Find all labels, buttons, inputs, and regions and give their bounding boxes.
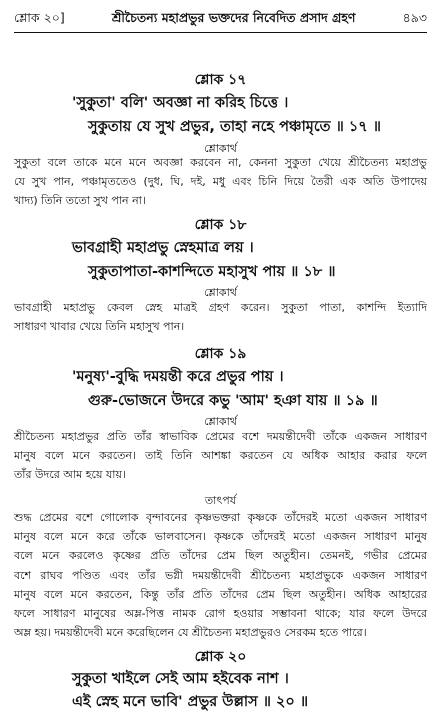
verse-17-translation — [14, 153, 427, 211]
verse-20-heading: শ্লোক ২০ — [194, 649, 247, 665]
verse-19-heading: শ্লোক ১৯ — [194, 346, 247, 362]
page-header — [14, 8, 427, 30]
verse-18-heading: শ্লোক ১৮ — [194, 217, 247, 233]
translation-line: সাধারণ খাবার খেয়ে তিনি মহাসুখ পান। — [14, 320, 185, 334]
verse-19-line-2: গুরু-ভোজনে উদরে কভু 'আম' হঞা যায় ॥ ১৯ ॥ — [88, 393, 378, 409]
purport-line: মানুষ বলে মনে করতেন, কিন্তু তাঁর প্রতি তাঁদের প্রেম ছিল অতুহীন। অধিক আহারের — [14, 587, 427, 601]
verse-18-translation — [14, 298, 427, 336]
purport-line: অম্ল হয়। দময়ন্তীদেবী মনে করেছিলেন যে শ্রীচৈতন্য মহাপ্রভুরও সেরকম হতে পারে। — [14, 626, 367, 640]
purport-line: মানুষ বলে মনে করে তাঁকে ভালবাসেন। কৃষ্ণকে তাঁদেরই মতো একজন সাধারণ মানুষ — [14, 530, 427, 544]
verse-19-translation — [14, 427, 427, 485]
verse-20-line-2: এই স্নেহ মনে ভাবি' প্রভুর উল্লাস ॥ ২০ ॥ — [72, 694, 309, 710]
verse-18-line-2: সুকুতাপাতা-কাশন্দিতে মহাসুখ পায় ॥ ১৮ ॥ — [88, 264, 336, 280]
translation-line: তাঁর উদরে আম হয়ে যায়। — [14, 468, 126, 482]
verse-19-line-1: 'মনুষ্য'-বুদ্ধি দময়ন্তী করে প্রভুর পায় । — [72, 369, 284, 385]
verse-19-translation-heading: শ্লোকার্থ — [204, 415, 237, 428]
verse-17-line-2: সুকুতায় যে সুখ প্রভুর, তাহা নহে পঞ্চামৃতে ॥ ১৭ ॥ — [88, 119, 381, 135]
translation-line: খাদ্য) তিনি ততো সুখ পান না। — [14, 194, 146, 208]
verse-19-purport — [14, 508, 427, 642]
purport-line: শুদ্ধ প্রেমের বশে গোলোক বৃন্দাবনের কৃষ্ণভক্তরা কৃষ্ণকে তাঁদেরই মতো একজন সাধারণ — [14, 511, 427, 524]
header-chapter-title: শ্রীচৈতন্য মহাপ্রভুর ভক্তদের নিবেদিত প্রসাদ গ্রহণ — [111, 10, 356, 25]
verse-18-translation-heading: শ্লোকার্থ — [204, 286, 237, 299]
page-number: ৪৯৩ — [402, 10, 427, 25]
verse-17-translation-heading: শ্লোকার্থ — [204, 142, 237, 155]
purport-line: বলে মনে করলেও কৃষ্ণের প্রতি তাঁদের প্রেম ছিল অতুহীন। তেমনই, গভীর প্রেমের — [14, 549, 427, 563]
translation-line: ভাবগ্রাহী মহাপ্রভু কেবল স্নেহ মাত্রই গ্রহণ করেন। সুকুতা পাতা, কাশন্দি ইত্যাদি — [14, 301, 427, 314]
header-rule — [14, 32, 427, 33]
purport-line: বশে রাঘব পণ্ডিত এবং তাঁর ভগ্নী দময়ন্তীদেবী শ্রীচৈতন্য মহাপ্রভুকে একজন সাধারণ — [14, 568, 427, 582]
translation-line: সুকুতা বলে তাকে মনে মনে অবজ্ঞা করবেন না, কেননা সুকুতা খেয়ে শ্রীচৈতন্য মহাপ্রভু — [14, 156, 427, 169]
translation-line: শ্রীচৈতন্য মহাপ্রভুর প্রতি তাঁর স্বাভাবিক প্রেমের বশে দময়ন্তীদেবী তাঁকে একজন সাধারণ — [14, 430, 427, 443]
purport-line: ফলে সাধারণ মানুষের অম্ল-পিত্ত নামক রোগ হওয়ার সম্ভাবনা থাকে; যার ফলে উদরে — [14, 607, 427, 621]
translation-line: মানুষ বলে মনে করতেন। তাই তিনি আশঙ্কা করতেন যে অধিক আহার করার ফলে — [14, 449, 427, 463]
verse-17-line-1: 'সুকুতা' বলি' অবজ্ঞা না করিহ চিত্তে । — [72, 95, 289, 111]
verse-18-line-1: ভাবগ্রাহী মহাপ্রভু স্নেহমাত্র লয় । — [72, 240, 254, 256]
header-verse-ref: শ্লোক ২০] — [14, 10, 65, 25]
translation-line: যে সুখ পান, পঞ্চামৃততেও (দুধ, ঘি, দই, মধু এবং চিনি দিয়ে তৈরী এক অতি উপাদেয় — [14, 175, 427, 189]
verse-19-purport-heading: তাৎপর্য — [204, 494, 237, 507]
verse-17-heading: শ্লোক ১৭ — [194, 72, 247, 88]
verse-20-line-1: সুকুতা খাইলে সেই আম হইবেক নাশ । — [72, 671, 289, 687]
